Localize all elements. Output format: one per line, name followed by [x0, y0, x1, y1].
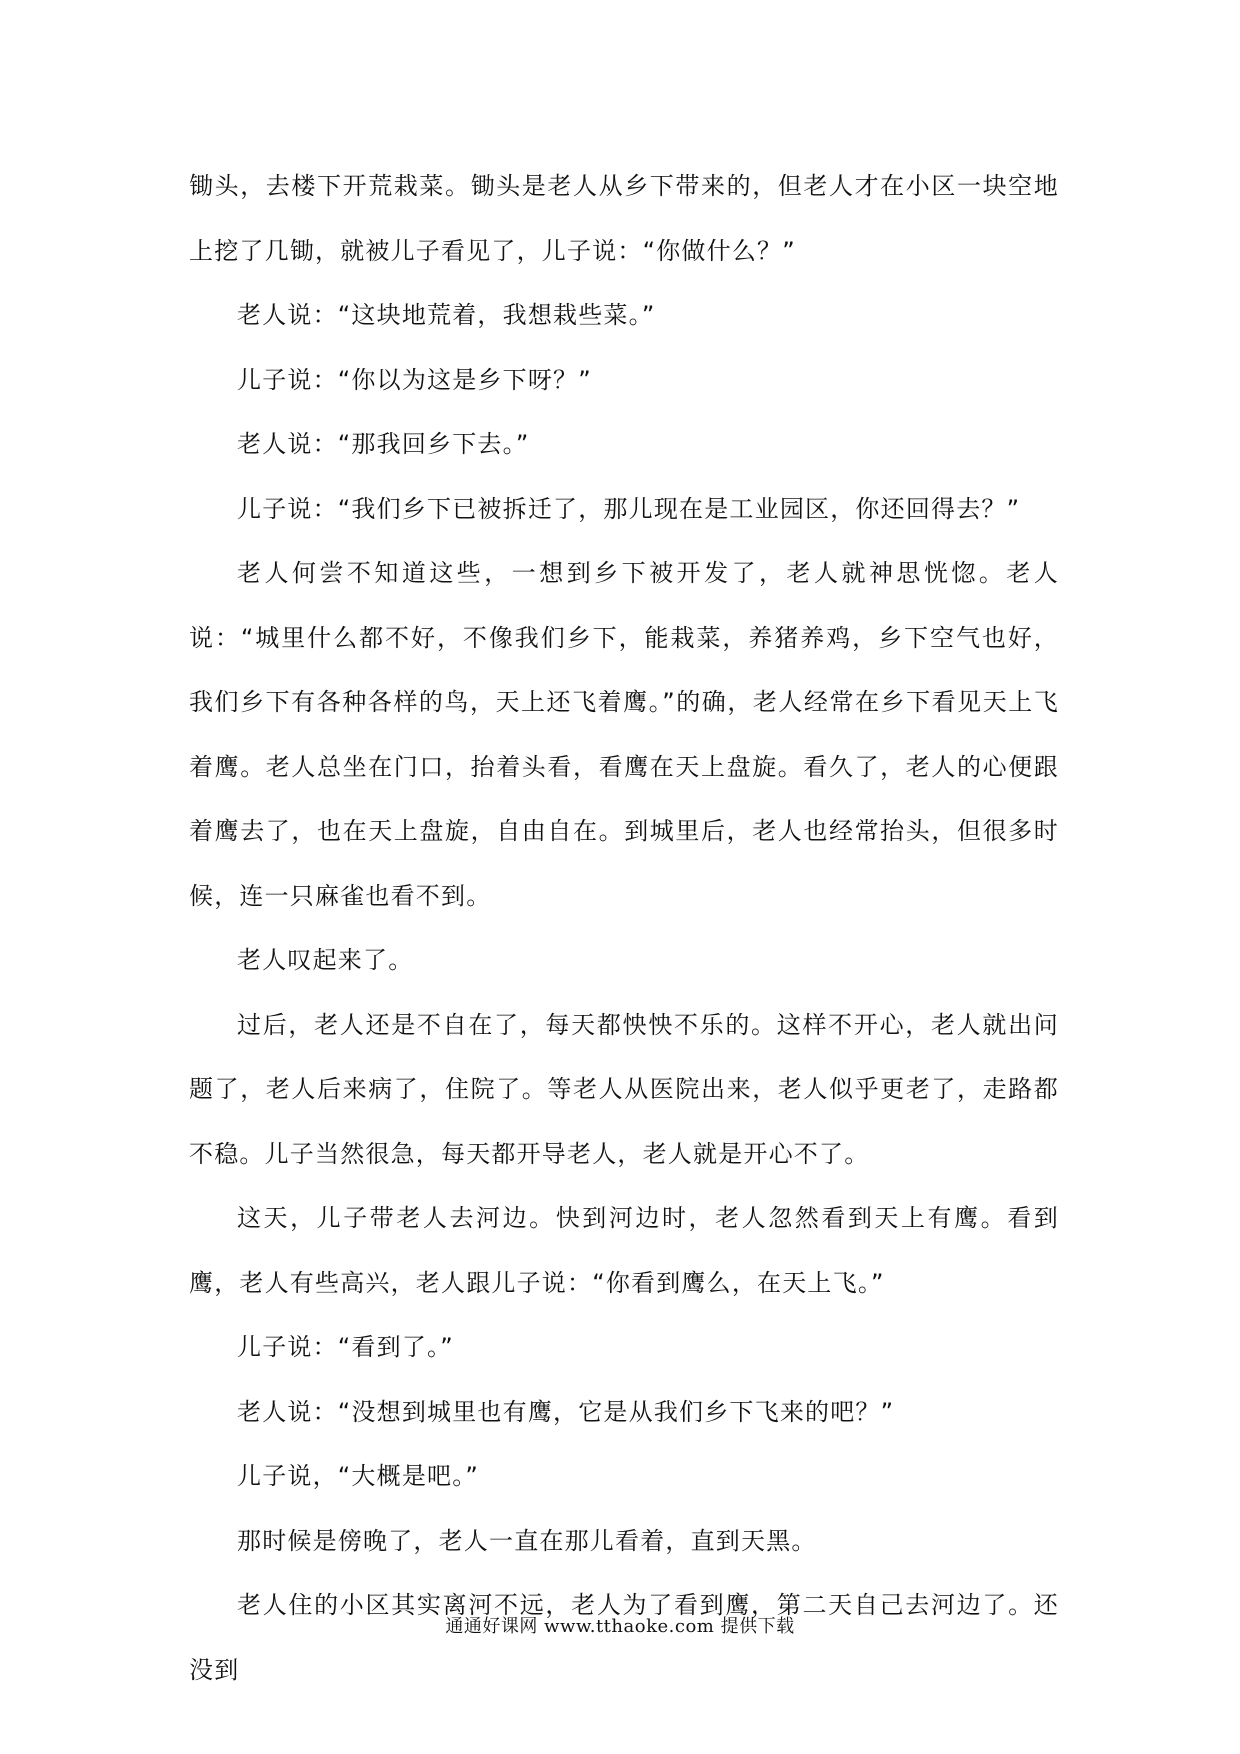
- paragraph-9: 这天，儿子带老人去河边。快到河边时，老人忽然看到天上有鹰。看到鹰，老人有些高兴，老人跟儿子说：“你看到鹰么，在天上飞。”: [189, 1204, 1059, 1297]
- paragraph-13: 那时候是傍晚了，老人一直在那儿看着，直到天黑。: [237, 1526, 817, 1555]
- document-body: [189, 154, 1059, 1702]
- paragraph-1: 锄头，去楼下开荒栽菜。锄头是老人从乡下带来的，但老人才在小区一块空地上挖了几锄，就被儿子看见了，儿子说：“你做什么？”: [189, 172, 1059, 265]
- paragraph-12: 儿子说，“大概是吧。”: [237, 1462, 480, 1490]
- paragraph-11: 老人说：“没想到城里也有鹰，它是从我们乡下飞来的吧？”: [237, 1397, 895, 1426]
- paragraph-10: 儿子说：“看到了。”: [237, 1333, 454, 1361]
- paragraph-2: 老人说：“这块地荒着，我想栽些菜。”: [237, 301, 656, 329]
- paragraph-5: 儿子说：“我们乡下已被拆迁了，那儿现在是工业园区，你还回得去？”: [237, 494, 1021, 523]
- paragraph-8: 过后，老人还是不自在了，每天都怏怏不乐的。这样不开心，老人就出问题了，老人后来病了，住院了。等老人从医院出来，老人似乎更老了，走路都不稳。儿子当然很急，每天都开导老人，老人就是开心不了。: [189, 1010, 1059, 1168]
- paragraph-6: 老人何尝不知道这些，一想到乡下被开发了，老人就神思恍惚。老人说：“城里什么都不好，不像我们乡下，能栽菜，养猪养鸡，乡下空气也好，我们乡下有各种各样的鸟，天上还飞着鹰。”的确，老人经常在乡下看见天上飞着鹰。老人总坐在门口，抬着头看，看鹰在天上盘旋。看久了，老人的心便跟着鹰去了，也在天上盘旋，自由自在。到城里后，老人也经常抬头，但很多时候，连一只麻雀也看不到。: [189, 559, 1059, 910]
- paragraph-3: 儿子说：“你以为这是乡下呀？”: [237, 365, 592, 394]
- paragraph-7: 老人叹起来了。: [237, 946, 414, 974]
- paragraph-4: 老人说：“那我回乡下去。”: [237, 430, 530, 458]
- paragraph-14: 老人住的小区其实离河不远，老人为了看到鹰，第二天自己去河边了。还没到: [189, 1591, 1059, 1684]
- page-footer: 通通好课网 www.tthaoke.com 提供下载: [445, 1616, 795, 1637]
